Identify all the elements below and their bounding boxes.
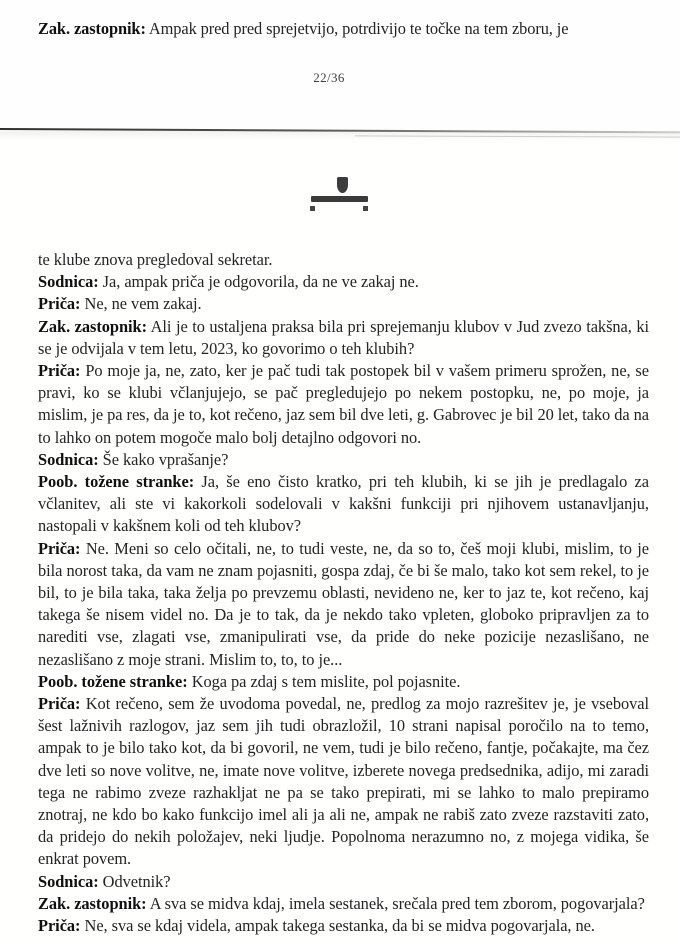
speaker-label: Sodnica: (38, 449, 99, 469)
previous-page (0, 0, 680, 131)
speech-text: Ne, sva se kdaj videla, ampak takega sestanka, da bi se midva pogovarjala, ne. (80, 916, 595, 936)
speech-text: Ja, ampak priča je odgovorila, da ne ve zakaj ne. (98, 272, 419, 292)
transcript-paragraph (38, 693, 649, 871)
transcript (38, 249, 649, 937)
transcript-paragraph (38, 471, 649, 538)
speaker-label: Priča: (38, 538, 81, 558)
speech-text: Odvetnik? (98, 871, 171, 891)
transcript-paragraph (38, 871, 649, 893)
transcript-paragraph (38, 893, 649, 915)
speech-text: Ja, še eno čisto kratko, pri teh klubih, ki se jih je predlagalo za včlanitev, ali ste vi kakorkoli sodelovali v kakšni funkciji pri njihovem ustanavljanju, nastopali v kakšnem koli od teh klubov? (38, 472, 649, 536)
speaker-label: Zak. zastopnik: (38, 893, 147, 913)
transcript-paragraph (38, 671, 649, 693)
coat-of-arms-icon (308, 175, 372, 215)
transcript-paragraph (38, 271, 649, 293)
transcript-paragraph (38, 449, 649, 471)
speaker-label: Priča: (38, 916, 81, 936)
transcript-paragraph (38, 293, 649, 315)
speaker-label: Poob. tožene stranke: (38, 472, 195, 492)
speech-text: Ne. Meni so celo očitali, ne, to tudi veste, ne, da so to, češ moji klubi, mislim, to je bila norost taka, da vam ne znam pojasniti, gospa zdaj, če bi še malo, tako kot sem rekel, to je bil, to je bila taka, taka želja po prevzemu oblasti, nevideno ne, ker to jaz te, kot rečeno, kaj takega še nisem videl no. Da je to tak, da je nekdo tako vpleten, globoko pripravljen za to narediti vse, zlagati vse, zmanipulirati vse, da pride do neke pozicije nezaslišano, ne nezaslišano z moje strani. Mislim to, to, to je... (38, 538, 649, 669)
speech-text: Še kako vprašanje? (98, 449, 229, 469)
prev-page-paragraph (38, 18, 650, 40)
transcript-paragraph (38, 316, 649, 360)
speaker-label: Priča: (38, 361, 81, 381)
speech-text: Ne, ne vem zakaj. (80, 294, 202, 314)
transcript-paragraph (38, 538, 649, 671)
transcript-paragraph (38, 915, 649, 937)
transcript-paragraph (38, 249, 649, 271)
speech-text: Po moje ja, ne, zato, ker je pač tudi tak postopek bil v vašem primeru sprožen, ne, se pravi, ko se klubi včlanjujejo, se pač pregledujejo po nekem postopku, ne, po moje, ja mislim, je pa res, da je to, kot rečeno, jaz sem bil dve leti, g. Gabrovec je bil 20 let, tako da na to lahko on potem mogoče malo bolj detajlno odgovori no. (38, 361, 649, 447)
speaker-label: Poob. tožene stranke: (38, 671, 188, 691)
emblem-bar (311, 196, 368, 202)
emblem-shield-icon (337, 177, 348, 193)
speaker-label: Zak. zastopnik: (38, 19, 146, 39)
speech-text: A sva se midva kdaj, imela sestanek, srečala pred tem zborom, pogovarjala? (146, 893, 645, 913)
speech-text: te klube znova pregledoval sekretar. (38, 250, 273, 269)
speech-text: Kot rečeno, sem že uvodoma povedal, ne, predlog za mojo razrešitev je, je vseboval šest lažnivih razlogov, jaz sem jih tudi obrazložil, 10 strani napisal poročilo na to temo, ampak to je bilo tako kot, da bi govoril, ne vem, tudi je bilo rečeno, fantje, počakajte, ma čez dve leti so nove volitve, ne, imate nove volitve, izberete novega predsednika, adijo, mi zaradi tega ne rabimo zveze razhakljat ne pa se tako prepirati, mi se lahko to malo prepiramo znotraj, ne kdo bo kako funkcijo imel ali ja ali ne, ampak ne rabiš zato zveze razstaviti zato, da pridejo do nekih položajev, neki ljudje. Popolnoma nerazumno no, z mojega vidika, še enkrat povem. (38, 694, 649, 869)
speech-text: Ampak pred pred sprejetvijo, potrdivijo te točke na tem zboru, je (148, 19, 569, 39)
transcript-paragraph (38, 360, 649, 449)
page-number: 22/36 (313, 70, 345, 85)
emblem-dot-right (363, 206, 368, 211)
speaker-label: Priča: (38, 694, 81, 714)
speaker-label: Priča: (38, 294, 81, 314)
emblem-dot-left (310, 206, 315, 211)
speaker-label: Sodnica: (38, 272, 99, 292)
speech-text: Ali je to ustaljena praksa bila pri sprejemanju klubov v Jud zvezo takšna, ki se je odvijala v tem letu, 2023, ko govorimo o teh klubih? (38, 316, 649, 358)
speaker-label: Zak. zastopnik: (38, 316, 148, 336)
speech-text: Koga pa zdaj s tem mislite, pol pojasnite. (187, 671, 461, 691)
speaker-label: Sodnica: (38, 871, 99, 891)
